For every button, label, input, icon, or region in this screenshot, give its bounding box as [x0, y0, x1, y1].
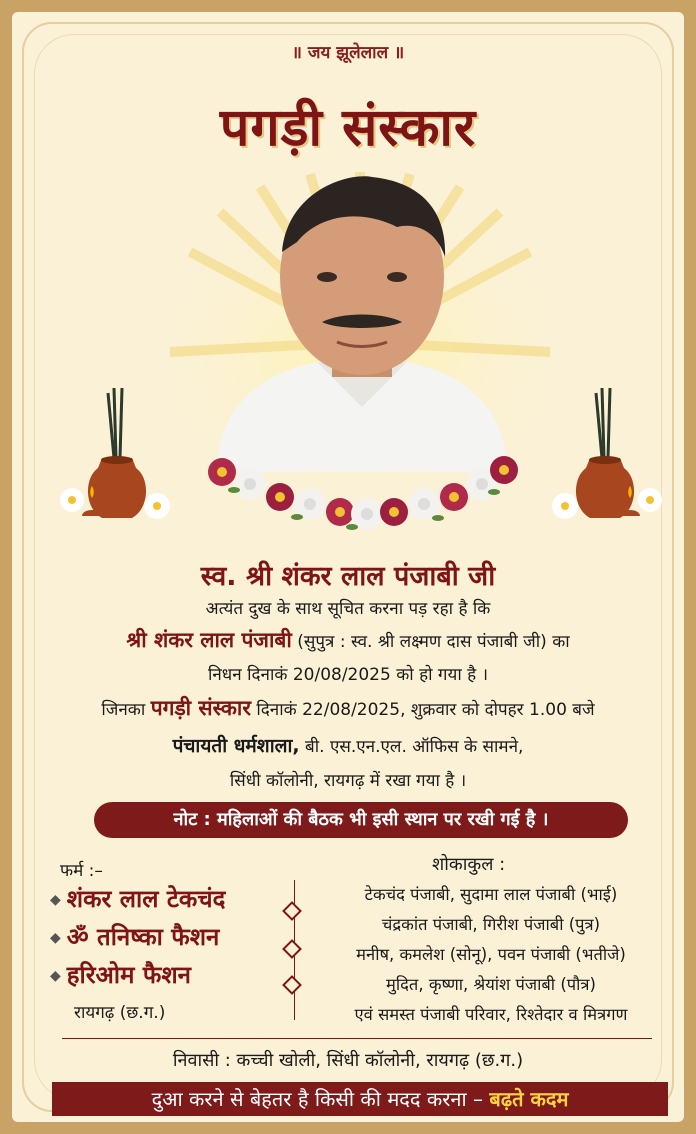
- firm-city: रायगढ़ (छ.ग.): [74, 1003, 166, 1023]
- mourner-line: मुदित, कृष्णा, श्रेयांश पंजाबी (पौत्र): [386, 975, 596, 994]
- firm-item-label: शंकर लाल टेकचंद: [66, 885, 226, 913]
- mourner-line: टेकचंद पंजाबी, सुदामा लाल पंजाबी (भाई): [364, 885, 618, 904]
- footer-slogan: दुआ करने से बेहतर है किसी की मदद करना –: [151, 1087, 490, 1111]
- mourner-line: एवं समस्त पंजाबी परिवार, रिश्तेदार व मित्रगण: [354, 1005, 628, 1024]
- footer-banner: [52, 1082, 668, 1116]
- divider-line: [62, 1038, 652, 1039]
- deceased-short-name: श्री शंकर लाल पंजाबी: [126, 628, 292, 652]
- incense-pot-left-icon: [52, 388, 182, 528]
- mourner-line: मनीष, कमलेश (सोनू), पवन पंजाबी (भतीजे): [356, 945, 626, 964]
- firm-label: फर्म :–: [60, 861, 103, 881]
- firm-item: [50, 958, 191, 991]
- bullet-icon: ◆: [50, 968, 61, 984]
- deceased-name: स्व. श्री शंकर लाल पंजाबी जी: [200, 561, 496, 592]
- firm-item-label: ॐ तनिष्का फैशन: [66, 923, 220, 951]
- portrait-photo: [197, 172, 527, 472]
- bullet-icon: ◆: [50, 930, 61, 946]
- venue-landmark: बी. एस.एन.एल. ऑफिस के सामने,: [299, 737, 524, 757]
- firm-item: [50, 882, 225, 915]
- footer-brand: बढ़ते कदम: [489, 1087, 569, 1111]
- message-line-6: सिंधी कॉलोनी, रायगढ़ में रखा गया है ।: [229, 771, 467, 791]
- flower-garland: [202, 442, 522, 542]
- residence-address: निवासी : कच्ची खोली, सिंधी कॉलोनी, रायगढ़ (छ.ग.): [172, 1050, 524, 1071]
- incense-pot-right-icon: [540, 388, 670, 528]
- mourner-line: चंद्रकांत पंजाबी, गिरीश पंजाबी (पुत्र): [381, 915, 601, 934]
- ceremony-datetime: दिनाकं 22/08/2025, शुक्रवार को दोपहर 1.00 बजे: [250, 700, 595, 720]
- message-line-1: अत्यंत दुख के साथ सूचित करना पड़ रहा है कि: [205, 599, 491, 619]
- message-line-3: निधन दिनाकं 20/08/2025 को हो गया है ।: [207, 665, 489, 685]
- page-title: पगड़ी संस्कार: [219, 98, 477, 158]
- venue-name: पंचायती धर्मशाला,: [172, 735, 300, 757]
- invocation-text: ॥ जय झूलेलाल ॥: [291, 43, 405, 63]
- parentage-text: (सुपुत्र : स्व. श्री लक्ष्मण दास पंजाबी जी) का: [291, 632, 570, 652]
- message-line-5: [12, 732, 684, 758]
- firm-item-label: हरिओम फैशन: [66, 961, 191, 989]
- note-banner: नोट : महिलाओं की बैठक भी इसी स्थान पर रखी गई है ।: [94, 802, 628, 838]
- bullet-icon: ◆: [50, 892, 61, 908]
- line4-prefix: जिनका: [101, 700, 151, 720]
- mourners-label: शोकाकुल :: [432, 854, 506, 875]
- message-line-4: [12, 694, 684, 722]
- ceremony-name: पगड़ी संस्कार: [150, 696, 251, 720]
- card-background: [12, 12, 684, 1122]
- message-line-2: [12, 626, 684, 654]
- firm-item: [50, 920, 219, 953]
